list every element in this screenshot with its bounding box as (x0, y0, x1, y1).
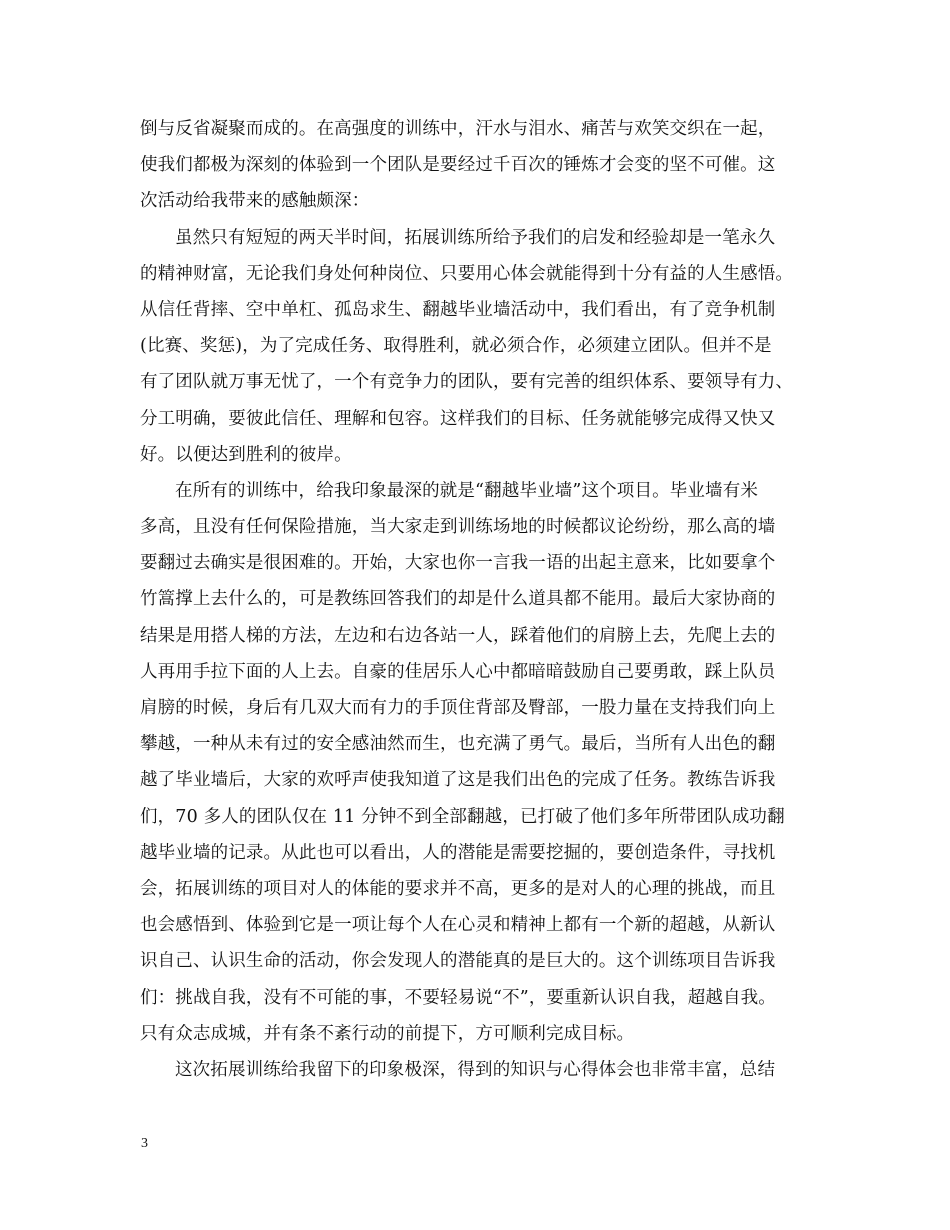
text-line: 使我们都极为深刻的体验到一个团队是要经过千百次的锤炼才会变的坚不可催。这 (140, 155, 776, 176)
text-line: 们，70 多人的团队仅在 11 分钟不到全部翻越，已打破了他们多年所带团队成功翻 (140, 806, 785, 827)
text-line: 越了毕业墙后，大家的欢呼声使我知道了这是我们出色的完成了任务。教练告诉我 (140, 770, 776, 791)
paragraph-first-line: 这次拓展训练给我留下的印象极深，得到的知识与心得体会也非常丰富，总结 (175, 1059, 776, 1080)
body-text (140, 111, 820, 1088)
text-line: 越毕业墙的记录。从此也可以看出，人的潜能是需要挖掘的，要创造条件，寻找机 (140, 842, 776, 863)
text-line: 只有众志成城，并有条不紊行动的前提下，方可顺利完成目标。 (140, 1023, 635, 1044)
text-line: 倒与反省凝聚而成的。在高强度的训练中，汗水与泪水、痛苦与欢笑交织在一起， (140, 119, 776, 139)
text-line: 们：挑战自我，没有不可能的事，不要轻易说“不”，要重新认识自我，超越自我。 (140, 987, 776, 1008)
text-line: 分工明确，要彼此信任、理解和包容。这样我们的目标、任务就能够完成得又快又 (140, 408, 776, 429)
text-line: 的精神财富，无论我们身处何种岗位、只要用心体会就能得到十分有益的人生感悟。 (140, 263, 794, 284)
text-line: 攀越，一种从未有过的安全感油然而生，也充满了勇气。最后，当所有人出色的翻 (140, 734, 776, 755)
paragraph-first-line: 在所有的训练中，给我印象最深的就是“翻越毕业墙”这个项目。毕业墙有米 (175, 480, 758, 501)
text-line: 肩膀的时候，身后有几双大而有力的手顶住背部及臀部，一股力量在支持我们向上 (140, 698, 776, 718)
text-line: (比赛、奖惩)，为了完成任务、取得胜利，就必须合作，必须建立团队。但并不是 (140, 336, 772, 357)
text-line: 要翻过去确实是很困难的。开始，大家也你一言我一语的出起主意来，比如要拿个 (140, 553, 776, 574)
text-line: 人再用手拉下面的人上去。自豪的佳居乐人心中都暗暗鼓励自己要勇敢，踩上队员 (140, 661, 776, 682)
paragraph-first-line: 虽然只有短短的两天半时间，拓展训练所给予我们的启发和经验却是一笔永久 (175, 227, 776, 248)
text-line: 会，拓展训练的项目对人的体能的要求并不高，更多的是对人的心理的挑战，而且 (140, 878, 776, 899)
text-line: 好。以便达到胜利的彼岸。 (140, 444, 352, 465)
text-line: 次活动给我带来的感触颇深： (140, 191, 370, 212)
text-line: 结果是用搭人梯的方法，左边和右边各站一人，踩着他们的肩膀上去，先爬上去的 (140, 625, 776, 646)
text-line: 也会感悟到、体验到它是一项让每个人在心灵和精神上都有一个新的超越，从新认 (140, 915, 776, 936)
text-line: 有了团队就万事无忧了，一个有竞争力的团队，要有完善的组织体系、要领导有力、 (140, 372, 794, 393)
text-line: 竹篙撑上去什么的，可是教练回答我们的却是什么道具都不能用。最后大家协商的 (140, 589, 776, 610)
text-line: 多高，且没有任何保险措施，当大家走到训练场地的时候都议论纷纷，那么高的墙 (140, 517, 776, 538)
text-line: 从信任背摔、空中单杠、孤岛求生、翻越毕业墙活动中，我们看出，有了竞争机制 (140, 299, 776, 320)
page-number: 3 (141, 1136, 148, 1151)
text-line: 识自己、认识生命的活动，你会发现人的潜能真的是巨大的。这个训练项目告诉我 (140, 951, 776, 972)
